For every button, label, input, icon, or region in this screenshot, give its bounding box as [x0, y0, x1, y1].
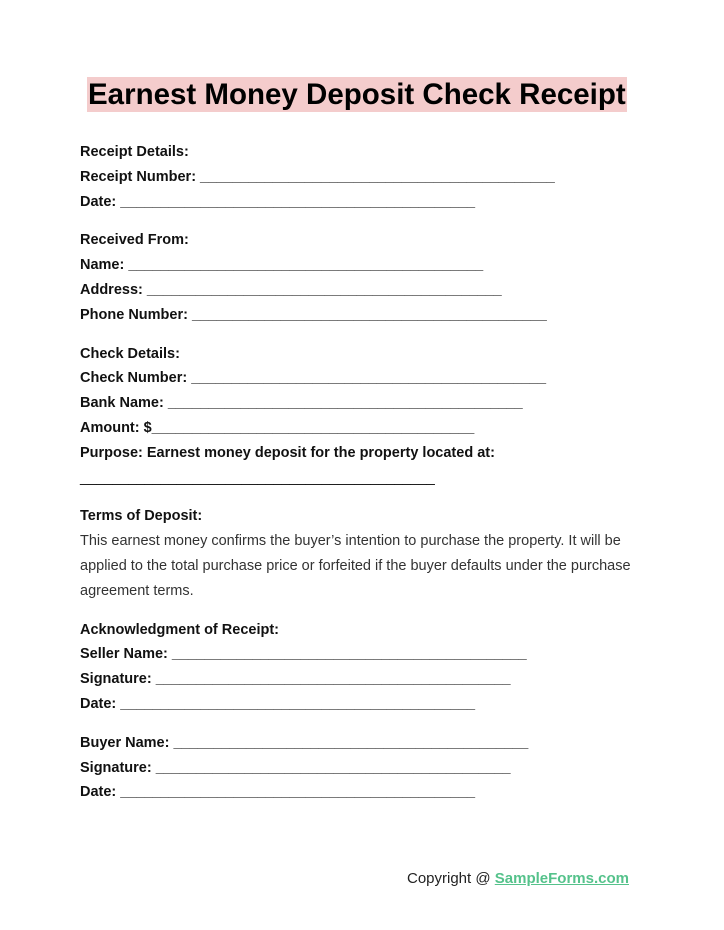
payer-address-field[interactable]: Address: ____________________________________________ — [80, 281, 502, 298]
bank-name-field[interactable]: Bank Name: ____________________________________________ — [80, 395, 523, 412]
amount-field[interactable]: Amount: $________________________________________ — [80, 419, 475, 436]
brand-link[interactable]: SampleForms.com — [494, 870, 629, 887]
check-number-field[interactable]: Check Number: ____________________________________________ — [80, 370, 547, 387]
terms-heading: Terms of Deposit: — [80, 508, 203, 525]
receipt-date-field[interactable]: Date: ____________________________________________ — [80, 193, 476, 210]
buyer-name-field[interactable]: Buyer Name: ____________________________________________ — [80, 734, 529, 751]
acknowledgment-heading: Acknowledgment of Receipt: — [80, 621, 279, 638]
footer — [407, 870, 629, 887]
property-location-field[interactable]: ____________________________________________ — [80, 469, 435, 486]
copyright-text: Copyright @ — [407, 870, 495, 887]
seller-signature-field[interactable]: Signature: ____________________________________________ — [80, 671, 511, 688]
receipt-details-heading: Receipt Details: — [80, 144, 189, 160]
form-body — [80, 140, 640, 805]
check-details-heading: Check Details: — [80, 345, 180, 362]
received-from-heading: Received From: — [80, 232, 189, 249]
seller-date-field[interactable]: Date: ____________________________________________ — [80, 695, 476, 712]
purpose-label: Purpose: Earnest money deposit for the property located at: — [80, 444, 495, 461]
page-title: Earnest Money Deposit Check Receipt — [88, 78, 626, 111]
buyer-date-field[interactable]: Date: ____________________________________________ — [80, 784, 476, 801]
terms-text: This earnest money confirms the buyer’s intention to purchase the property. It will be applied to the total purchase price or forfeited if the buyer defaults under the purchase agreement terms. — [80, 533, 631, 599]
payer-name-field[interactable]: Name: ____________________________________________ — [80, 257, 484, 274]
receipt-number-field[interactable]: Receipt Number: ____________________________________________ — [80, 168, 555, 185]
buyer-signature-field[interactable]: Signature: ____________________________________________ — [80, 759, 511, 776]
payer-phone-field[interactable]: Phone Number: ____________________________________________ — [80, 306, 547, 323]
seller-name-field[interactable]: Seller Name: ____________________________________________ — [80, 646, 527, 663]
